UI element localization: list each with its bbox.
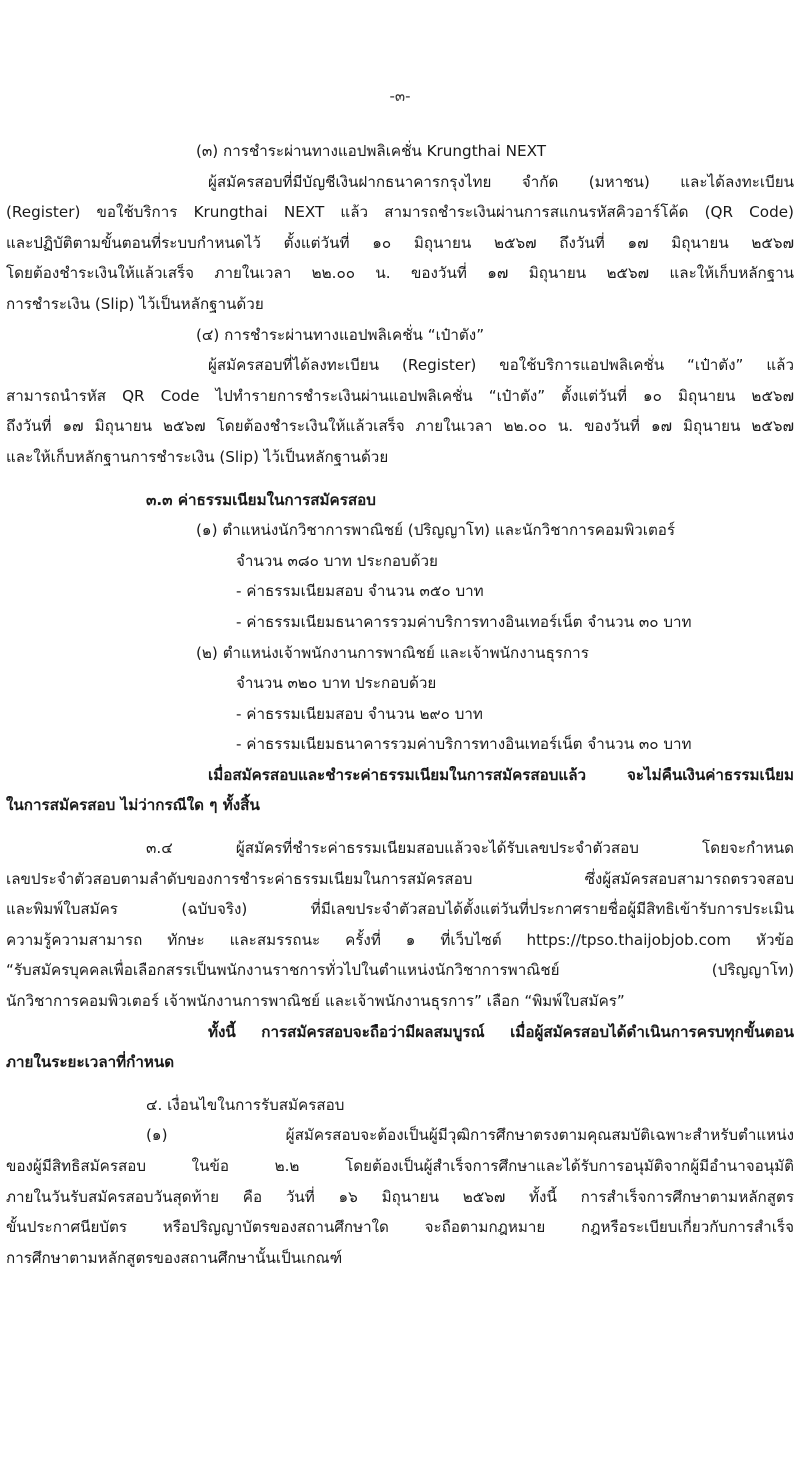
document-line: จำนวน ๓๒๐ บาท ประกอบด้วย [236, 674, 437, 693]
document-body [6, 136, 794, 1273]
document-line: ความรู้ความสามารถ ทักษะ และสมรรถนะ ครั้งที่ ๑ ที่เว็บไซต์ https://tpso.thaijobjob.com หัวข้อ [6, 930, 794, 949]
document-line: - ค่าธรรมเนียมสอบ จำนวน ๒๙๐ บาท [236, 704, 483, 723]
document-line: ผู้สมัครสอบที่ได้ลงทะเบียน (Register) ขอใช้บริการแอปพลิเคชั่น “เป๋าตัง” แล้ว [208, 356, 794, 375]
document-line: เมื่อสมัครสอบและชำระค่าธรรมเนียมในการสมัครสอบแล้ว จะไม่คืนเงินค่าธรรมเนียม [208, 765, 794, 784]
document-line: (๒) ตำแหน่งเจ้าพนักงานการพาณิชย์ และเจ้าพนักงานธุรการ [196, 643, 589, 662]
document-line: (๓) การชำระผ่านทางแอปพลิเคชั่น Krungthai NEXT [196, 142, 546, 160]
document-line: ในการสมัครสอบ ไม่ว่ากรณีใด ๆ ทั้งสิ้น [6, 796, 260, 815]
document-line: - ค่าธรรมเนียมธนาคารรวมค่าบริการทางอินเทอร์เน็ต จำนวน ๓๐ บาท [236, 735, 692, 754]
document-line: (๑) ผู้สมัครสอบจะต้องเป็นผู้มีวุฒิการศึกษาตรงตามคุณสมบัติเฉพาะสำหรับตำแหน่ง [146, 1126, 794, 1145]
document-line: - ค่าธรรมเนียมสอบ จำนวน ๓๕๐ บาท [236, 582, 484, 601]
document-line: ทั้งนี้ การสมัครสอบจะถือว่ามีผลสมบูรณ์ เมื่อผู้สมัครสอบได้ดำเนินการครบทุกขั้นตอน [208, 1022, 794, 1041]
document-line: โดยต้องชำระเงินให้แล้วเสร็จ ภายในเวลา ๒๒.๐๐ น. ของวันที่ ๑๗ มิถุนายน ๒๕๖๗ และให้เก็บหลักฐาน [6, 264, 794, 283]
document-line: ภายในระยะเวลาที่กำหนด [6, 1053, 175, 1072]
document-line: ของผู้มีสิทธิสมัครสอบ ในข้อ ๒.๒ โดยต้องเป็นผู้สำเร็จการศึกษาและได้รับการอนุมัติจากผู้มีอำนาจอนุมัติ [6, 1157, 794, 1175]
document-line: และปฏิบัติตามขั้นตอนที่ระบบกำหนดไว้ ตั้งแต่วันที่ ๑๐ มิถุนายน ๒๕๖๗ ถึงวันที่ ๑๗ มิถุนายน ๒๕๖๗ [6, 233, 794, 252]
document-line: จำนวน ๓๘๐ บาท ประกอบด้วย [236, 551, 438, 570]
document-line: และให้เก็บหลักฐานการชำระเงิน (Slip) ไว้เป็นหลักฐานด้วย [6, 447, 389, 466]
document-line: ภายในวันรับสมัครสอบวันสุดท้าย คือ วันที่ ๑๖ มิถุนายน ๒๕๖๗ ทั้งนี้ การสำเร็จการศึกษาตามหลักสูตร [6, 1187, 794, 1206]
document-line: (Register) ขอใช้บริการ Krungthai NEXT แล้ว สามารถชำระเงินผ่านการสแกนรหัสคิวอาร์โค้ด (QR Code) [6, 203, 794, 222]
document-line: การชำระเงิน (Slip) ไว้เป็นหลักฐานด้วย [6, 294, 264, 313]
paragraph-gap [6, 1078, 794, 1090]
document-line: ขั้นประกาศนียบัตร หรือปริญญาบัตรของสถานศึกษาใด จะถือตามกฎหมาย กฎหรือระเบียบเกี่ยวกับการสำเร็จ [6, 1218, 794, 1237]
document-line: “รับสมัครบุคคลเพื่อเลือกสรรเป็นพนักงานราชการทั่วไปในตำแหน่งนักวิชาการพาณิชย์ (ปริญญาโท) [6, 961, 794, 980]
document-line: (๔) การชำระผ่านทางแอปพลิเคชั่น “เป๋าตัง” [196, 325, 485, 344]
document-line: สามารถนำรหัส QR Code ไปทำรายการชำระเงินผ่านแอปพลิเคชั่น “เป๋าตัง” ตั้งแต่วันที่ ๑๐ มิถุนายน ๒๕๖๗ [6, 386, 794, 405]
document-line: ๓.๓ ค่าธรรมเนียมในการสมัครสอบ [146, 490, 376, 509]
document-line: ๓.๔ ผู้สมัครที่ชำระค่าธรรมเนียมสอบแล้วจะได้รับเลขประจำตัวสอบ โดยจะกำหนด [146, 839, 794, 858]
document-line: ผู้สมัครสอบที่มีบัญชีเงินฝากธนาคารกรุงไทย จำกัด (มหาชน) และได้ลงทะเบียน [208, 172, 794, 191]
document-line: - ค่าธรรมเนียมธนาคารรวมค่าบริการทางอินเทอร์เน็ต จำนวน ๓๐ บาท [236, 612, 692, 631]
document-line: เลขประจำตัวสอบตามลำดับของการชำระค่าธรรมเนียมในการสมัครสอบ ซึ่งผู้สมัครสอบสามารถตรวจสอบ [6, 869, 794, 888]
document-line: ถึงวันที่ ๑๗ มิถุนายน ๒๕๖๗ โดยต้องชำระเงินให้แล้วเสร็จ ภายในเวลา ๒๒.๐๐ น. ของวันที่ ๑๗ มิถุนายน ๒๕๖๗ [6, 417, 794, 436]
paragraph-gap [6, 473, 794, 485]
paragraph-gap [6, 821, 794, 833]
document-line: ๔. เงื่อนไขในการรับสมัครสอบ [146, 1095, 345, 1114]
page-number: -๓- [389, 87, 411, 105]
document-line: การศึกษาตามหลักสูตรของสถานศึกษานั้นเป็นเกณฑ์ [6, 1248, 343, 1267]
document-line: นักวิชาการคอมพิวเตอร์ เจ้าพนักงานการพาณิชย์ และเจ้าพนักงานธุรการ” เลือก “พิมพ์ใบสมัคร” [6, 992, 625, 1011]
document-line: (๑) ตำแหน่งนักวิชาการพาณิชย์ (ปริญญาโท) และนักวิชาการคอมพิวเตอร์ [196, 521, 676, 540]
document-line: และพิมพ์ใบสมัคร (ฉบับจริง) ที่มีเลขประจำตัวสอบได้ตั้งแต่วันที่ประกาศรายชื่อผู้มีสิทธิเข้ารับการประเมิน [6, 900, 794, 919]
